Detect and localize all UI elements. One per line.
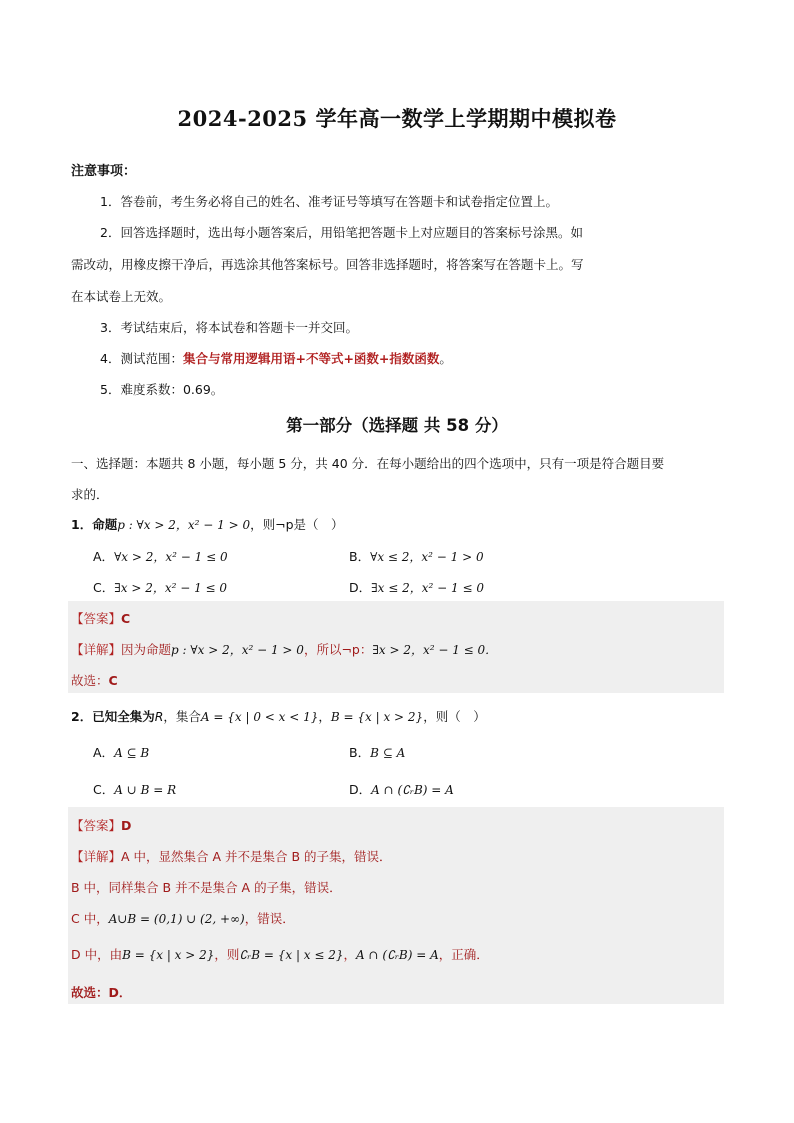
q1-option-c-text: ∃x > 2，x² − 1 ≤ 0 [114,581,228,595]
q2-detail-d-then: ，则 [214,947,240,962]
notice-item-5: 5．难度系数：0.69。 [100,382,224,397]
q2-option-b [349,743,405,761]
q2-option-d-label: D． [349,782,372,797]
q2-option-c-text: A ∪ B = R [114,783,177,797]
q2-option-b-label: B． [349,745,371,760]
notice-item-2a: 2．回答选择题时，选出每小题答案后，用铅笔把答题卡上对应题目的答案标号涂黑。如 [100,225,583,240]
q2-option-c-label: C． [93,782,115,797]
question-2-number: 2．已知全集为 [71,709,155,724]
test-range: 集合与常用逻辑用语+不等式+函数+指数函数 [182,351,440,366]
section-title: 第一部分（选择题 共 58 分） [286,416,508,435]
q2-detail-d-set-b: B = {x | x > 2} [122,948,215,962]
question-2-stem [71,707,486,725]
q1-option-c [93,578,227,596]
notice-item-1: 1．答卷前，考生务必将自己的姓名、准考证号等填写在答题卡和试卷指定位置上。 [100,194,558,209]
question-2-comma: ， [318,709,331,724]
q2-detail-d-label: D 中，由 [71,947,123,962]
notice-item-4-prefix: 4．测试范围： [100,351,183,366]
q2-detail-d-comma: ， [343,947,357,962]
q1-option-a [93,547,228,565]
q1-option-a-text: ∀x > 2，x² − 1 ≤ 0 [114,550,228,564]
q1-answer-tag: 【答案】 [71,611,122,626]
notice-heading: 注意事项： [71,164,137,179]
q2-detail-c-verdict: ，错误． [244,911,295,926]
q2-answer-box [68,807,724,1004]
q2-detail-line-2: B 中，同样集合 B 并不是集合 A 的子集，错误． [71,880,342,895]
q1-detail-line [71,640,497,658]
q2-detail-d-complement: ∁ᵣB = {x | x ≤ 2} [239,948,344,962]
question-2-tail: ，则（ ） [423,709,486,724]
q2-detail-a: A 中，显然集合 A 并不是集合 B 的子集，错误． [121,849,392,864]
q2-answer-line [71,816,131,834]
q2-detail-tag: 【详解】 [71,849,122,864]
q1-detail-neg: ∃x > 2，x² − 1 ≤ 0． [372,643,498,657]
q2-detail-c-label: C 中， [71,911,109,926]
q2-option-a-text: A ⊆ B [114,746,150,760]
question-2-set-a: A = {x | 0 < x < 1} [200,710,319,724]
q2-detail-line-4 [71,945,489,963]
notice-item-3: 3．考试结束后，将本试卷和答题卡一并交回。 [100,320,358,335]
q1-choose-label: 故选： [71,673,109,688]
notice-item-4-suffix: 。 [439,351,452,366]
q2-detail-line-1 [71,847,392,865]
question-1-number: 1．命题 [71,517,118,532]
question-1-proposition: p : ∀x > 2，x² − 1 > 0 [117,518,251,532]
question-1-tail: ，则¬p是（ ） [250,517,344,532]
q2-detail-line-3 [71,909,295,927]
question-2-mid: ，集合 [163,709,201,724]
q1-option-a-label: A． [93,549,115,564]
q2-detail-c-union: A∪B = (0,1) ∪ (2, +∞) [108,912,245,926]
q1-choose-value: C [108,673,118,688]
q2-option-d [349,780,454,798]
q1-option-b-text: ∀x ≤ 2，x² − 1 > 0 [370,550,484,564]
q1-option-d-label: D． [349,580,372,595]
q1-option-d-text: ∃x ≤ 2，x² − 1 ≤ 0 [371,581,484,595]
q1-option-d [349,578,484,596]
notice-item-2b: 需改动，用橡皮擦干净后，再选涂其他答案标号。回答非选择题时，将答案写在答题卡上。写 [71,257,584,272]
q2-option-c [93,780,176,798]
q1-detail-tag: 【详解】 [71,642,122,657]
q1-option-c-label: C． [93,580,115,595]
q2-detail-d-verdict: ，正确． [438,947,489,962]
page-title: 2024-2025 学年高一数学上学期期中模拟卷 [177,106,617,131]
section-intro-line-2: 求的． [71,487,109,502]
q2-choose-line: 故选：D． [71,985,132,1000]
q2-detail-d-result: A ∩ (∁ᵣB) = A [356,948,439,962]
q1-detail-text-c: ，所以¬p： [303,642,373,657]
notice-item-4 [100,349,452,367]
q1-option-b-label: B． [349,549,371,564]
question-1-stem [71,515,344,533]
q1-detail-prop: p : ∀x > 2，x² − 1 > 0 [171,643,304,657]
q1-choose-line [71,671,118,689]
q1-answer-value: C [121,611,131,626]
q2-option-b-text: B ⊆ A [370,746,406,760]
q2-option-a [93,743,149,761]
q1-detail-text-a: 因为命题 [121,642,172,657]
q2-answer-tag: 【答案】 [71,818,122,833]
question-2-universal-set: R [154,709,164,724]
q1-option-b [349,547,484,565]
section-intro-line-1: 一、选择题：本题共 8 小题，每小题 5 分，共 40 分．在每小题给出的四个选项中，只有一项是符合题目要 [71,456,665,471]
question-2-set-b: B = {x | x > 2} [330,710,424,724]
q2-option-a-label: A． [93,745,115,760]
q2-option-d-text: A ∩ (∁ᵣB) = A [371,783,454,797]
q1-answer-line [71,609,130,627]
notice-item-2c: 在本试卷上无效。 [71,289,172,304]
q2-answer-value: D [121,818,132,833]
